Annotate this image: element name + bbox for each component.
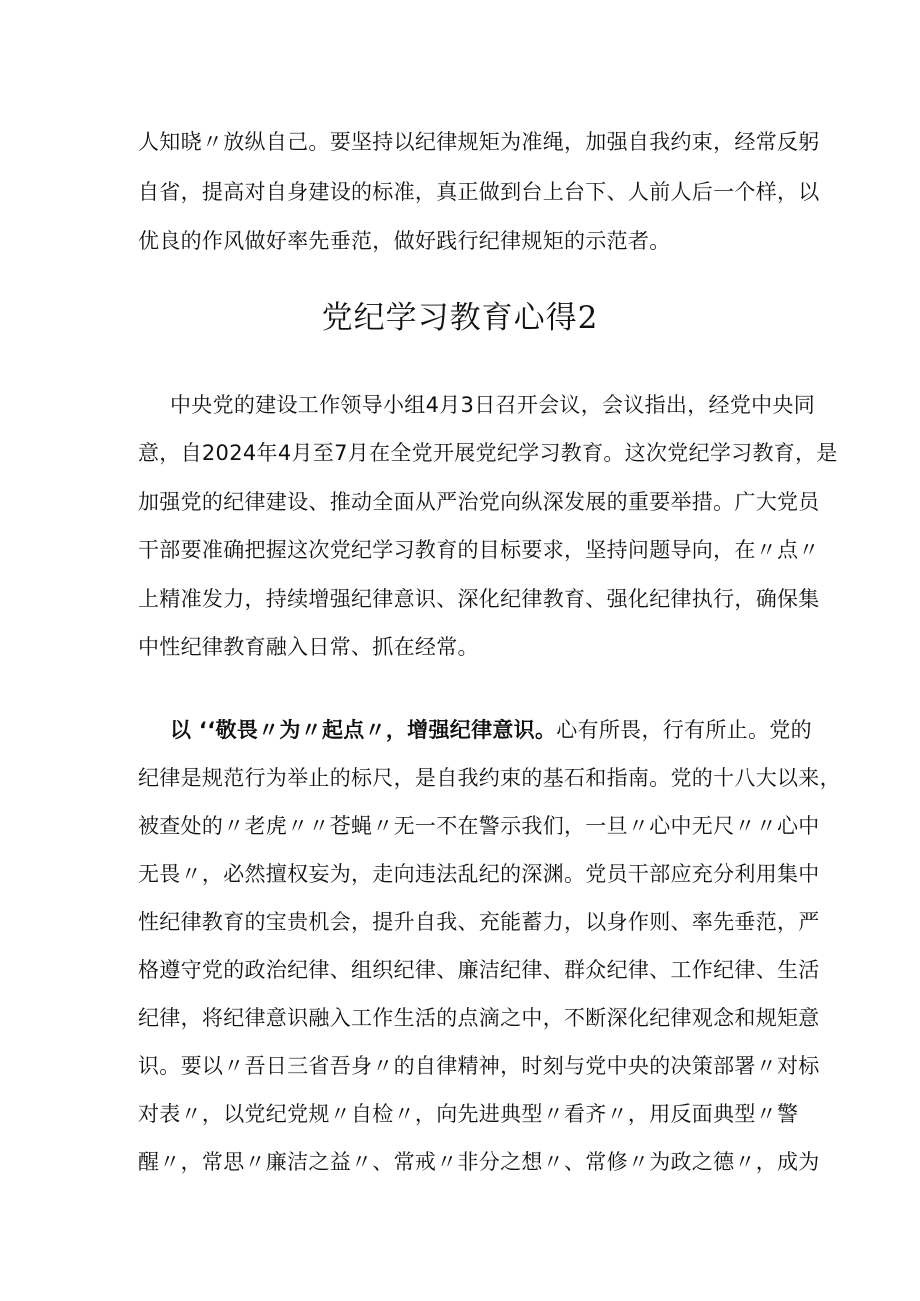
- paragraph1-line-2: 意，自2024年4月至7月在全党开展党纪学习教育。这次党纪学习教育，是: [138, 441, 838, 465]
- paragraph2-line-3: 被查处的〃老虎〃〃苍蝇〃无一不在警示我们，一旦〃心中无尺〃〃心中: [138, 814, 820, 838]
- paragraph2-line-5: 性纪律教育的宝贵机会，提升自我、充能蓄力，以身作则、率先垂范，严: [138, 910, 820, 934]
- paragraph2-line-7: 纪律，将纪律意识融入工作生活的点滴之中，不断深化纪律观念和规矩意: [138, 1006, 820, 1030]
- paragraph1-line-3: 加强党的纪律建设、推动全面从严治党向纵深发展的重要举措。广大党员: [138, 490, 820, 514]
- paragraph2-line-1: [170, 714, 812, 746]
- paragraph1-line-4: 干部要准确把握这次党纪学习教育的目标要求，坚持问题导向，在〃点〃: [138, 538, 820, 562]
- paragraph1-line-1: 中央党的建设工作领导小组4月3日召开会议，会议指出，经党中央同: [170, 393, 816, 417]
- paragraph2-line-6: 格遵守党的政治纪律、组织纪律、廉洁纪律、群众纪律、工作纪律、生活: [138, 958, 820, 982]
- intro-line-3: 优良的作风做好率先垂范，做好践行纪律规矩的示范者。: [138, 229, 671, 253]
- paragraph2-line-2: 纪律是规范行为举止的标尺，是自我约束的基石和指南。党的十八大以来，: [138, 766, 841, 790]
- paragraph2-line-8: 识。要以〃吾日三省吾身〃的自律精神，时刻与党中央的决策部署〃对标: [138, 1054, 820, 1078]
- paragraph2-first-rest: 心有所畏，行有所止。党的: [556, 718, 812, 742]
- paragraph2-line-9: 对表〃，以党纪党规〃自检〃，向先进典型〃看齐〃，用反面典型〃警: [138, 1102, 799, 1126]
- paragraph1-line-6: 中性纪律教育融入日常、抓在经常。: [138, 635, 479, 659]
- paragraph2-line-10: 醒〃，常思〃廉洁之益〃、常戒〃非分之想〃、常修〃为政之德〃，成为: [138, 1150, 820, 1174]
- intro-line-2: 自省，提高对自身建设的标准，真正做到台上台下、人前人后一个样，以: [138, 180, 820, 204]
- paragraph1-line-5: 上精准发力，持续增强纪律意识、深化纪律教育、强化纪律执行，确保集: [138, 587, 820, 611]
- section-title: 党纪学习教育心得2: [321, 300, 599, 336]
- intro-line-1: 人知晓〃放纵自己。要坚持以纪律规矩为准绳，加强自我约束，经常反躬: [138, 130, 820, 154]
- paragraph2-line-4: 无畏〃，必然擅权妄为，走向违法乱纪的深渊。党员干部应充分利用集中: [138, 862, 820, 886]
- paragraph2-heading: 以 ‘‘敬畏〃为〃起点〃，增强纪律意识。: [170, 718, 557, 742]
